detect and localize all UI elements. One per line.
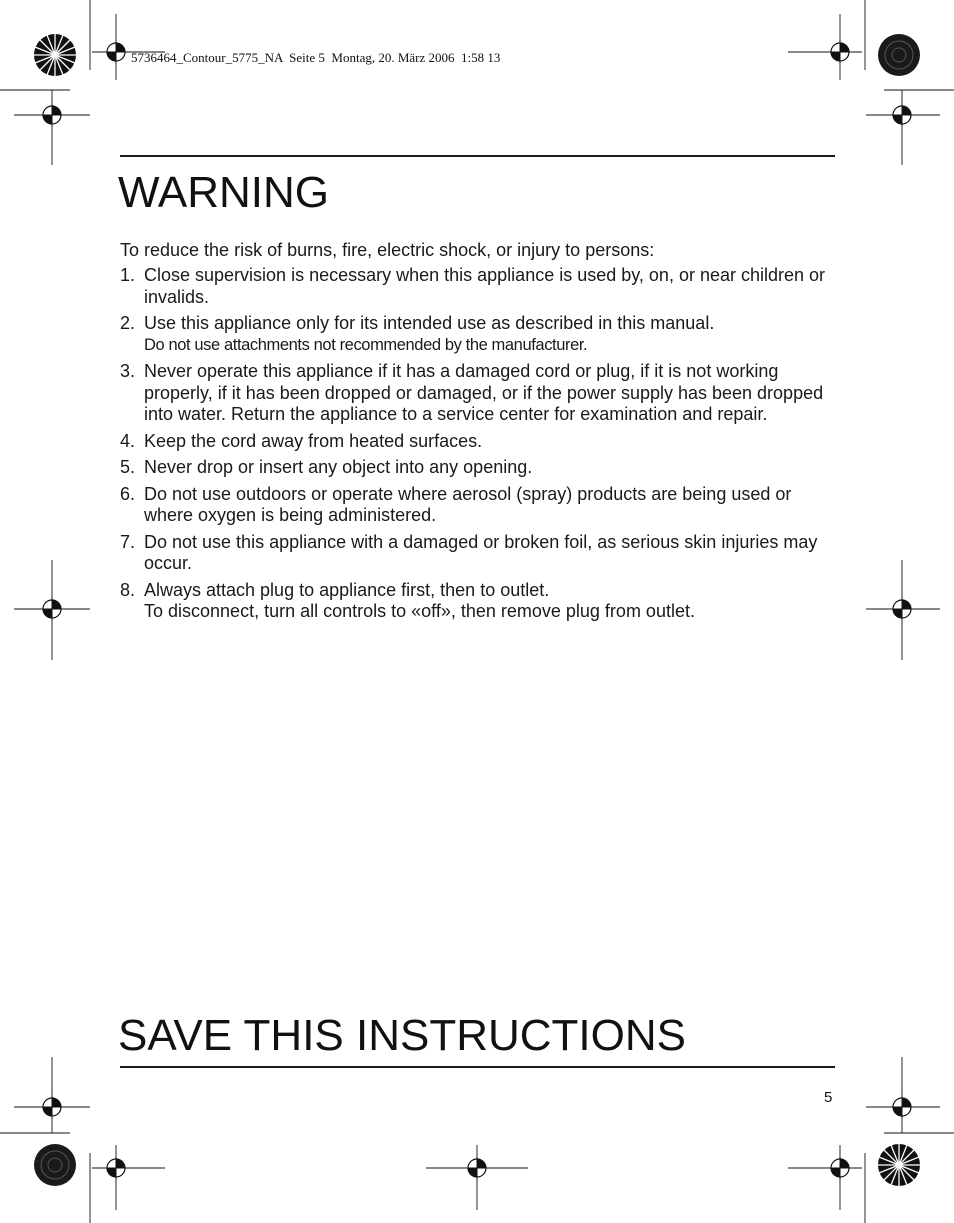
item-number: 6. (120, 483, 136, 504)
item-text: Do not use this appliance with a damaged or broken foil, as serious skin injuries may occur. (144, 531, 818, 573)
item-text: Close supervision is necessary when this appliance is used by, on, or near children or invalids. (144, 265, 826, 307)
list-item (120, 580, 840, 623)
list-item (120, 532, 840, 575)
list-item (120, 361, 840, 426)
item-text: Always attach plug to appliance first, then to outlet. (144, 579, 550, 600)
item-text: Never operate this appliance if it has a damaged cord or plug, if it is not working properly, if it has been dropped or damaged, or if the power supply has been dropped into water. Return the appliance to a service center for examination and repair. (144, 361, 824, 424)
star-target-top-left (34, 34, 76, 76)
item-number: 2. (120, 313, 136, 333)
star-target-bottom-right (878, 1144, 920, 1186)
item-number: 3. (120, 361, 136, 381)
item-subtext: To disconnect, turn all controls to «off», then remove plug from outlet. (144, 601, 695, 621)
list-item (120, 313, 840, 356)
bottom-rule (120, 1066, 835, 1068)
save-title: SAVE THIS INSTRUCTIONS (118, 1011, 687, 1060)
item-number: 1. (120, 265, 136, 285)
top-rule (120, 155, 835, 157)
warning-title: WARNING (118, 168, 330, 217)
item-number: 4. (120, 430, 136, 451)
item-number: 8. (120, 579, 136, 600)
item-number: 7. (120, 531, 136, 552)
intro-text: To reduce the risk of burns, fire, electric shock, or injury to persons: (120, 240, 655, 260)
list-item (120, 265, 840, 308)
list-item (120, 457, 840, 479)
print-slug: 5736464_Contour_5775_NA Seite 5 Montag, 20. März 2006 1:58 13 (131, 50, 501, 65)
list-item (120, 484, 840, 527)
star-target-top-right (878, 34, 920, 76)
list-item (120, 431, 840, 453)
item-text: Do not use outdoors or operate where aerosol (spray) products are being used or where oxygen is being administered. (144, 483, 792, 525)
item-subtext: Do not use attachments not recommended by the manufacturer. (144, 335, 588, 354)
page-number: 5 (824, 1089, 833, 1106)
safety-list (120, 265, 840, 628)
item-text: Never drop or insert any object into any opening. (144, 457, 533, 477)
item-text: Keep the cord away from heated surfaces. (144, 430, 483, 451)
item-text: Use this appliance only for its intended use as described in this manual. (144, 313, 715, 333)
item-number: 5. (120, 457, 136, 477)
star-target-bottom-left (34, 1144, 76, 1186)
